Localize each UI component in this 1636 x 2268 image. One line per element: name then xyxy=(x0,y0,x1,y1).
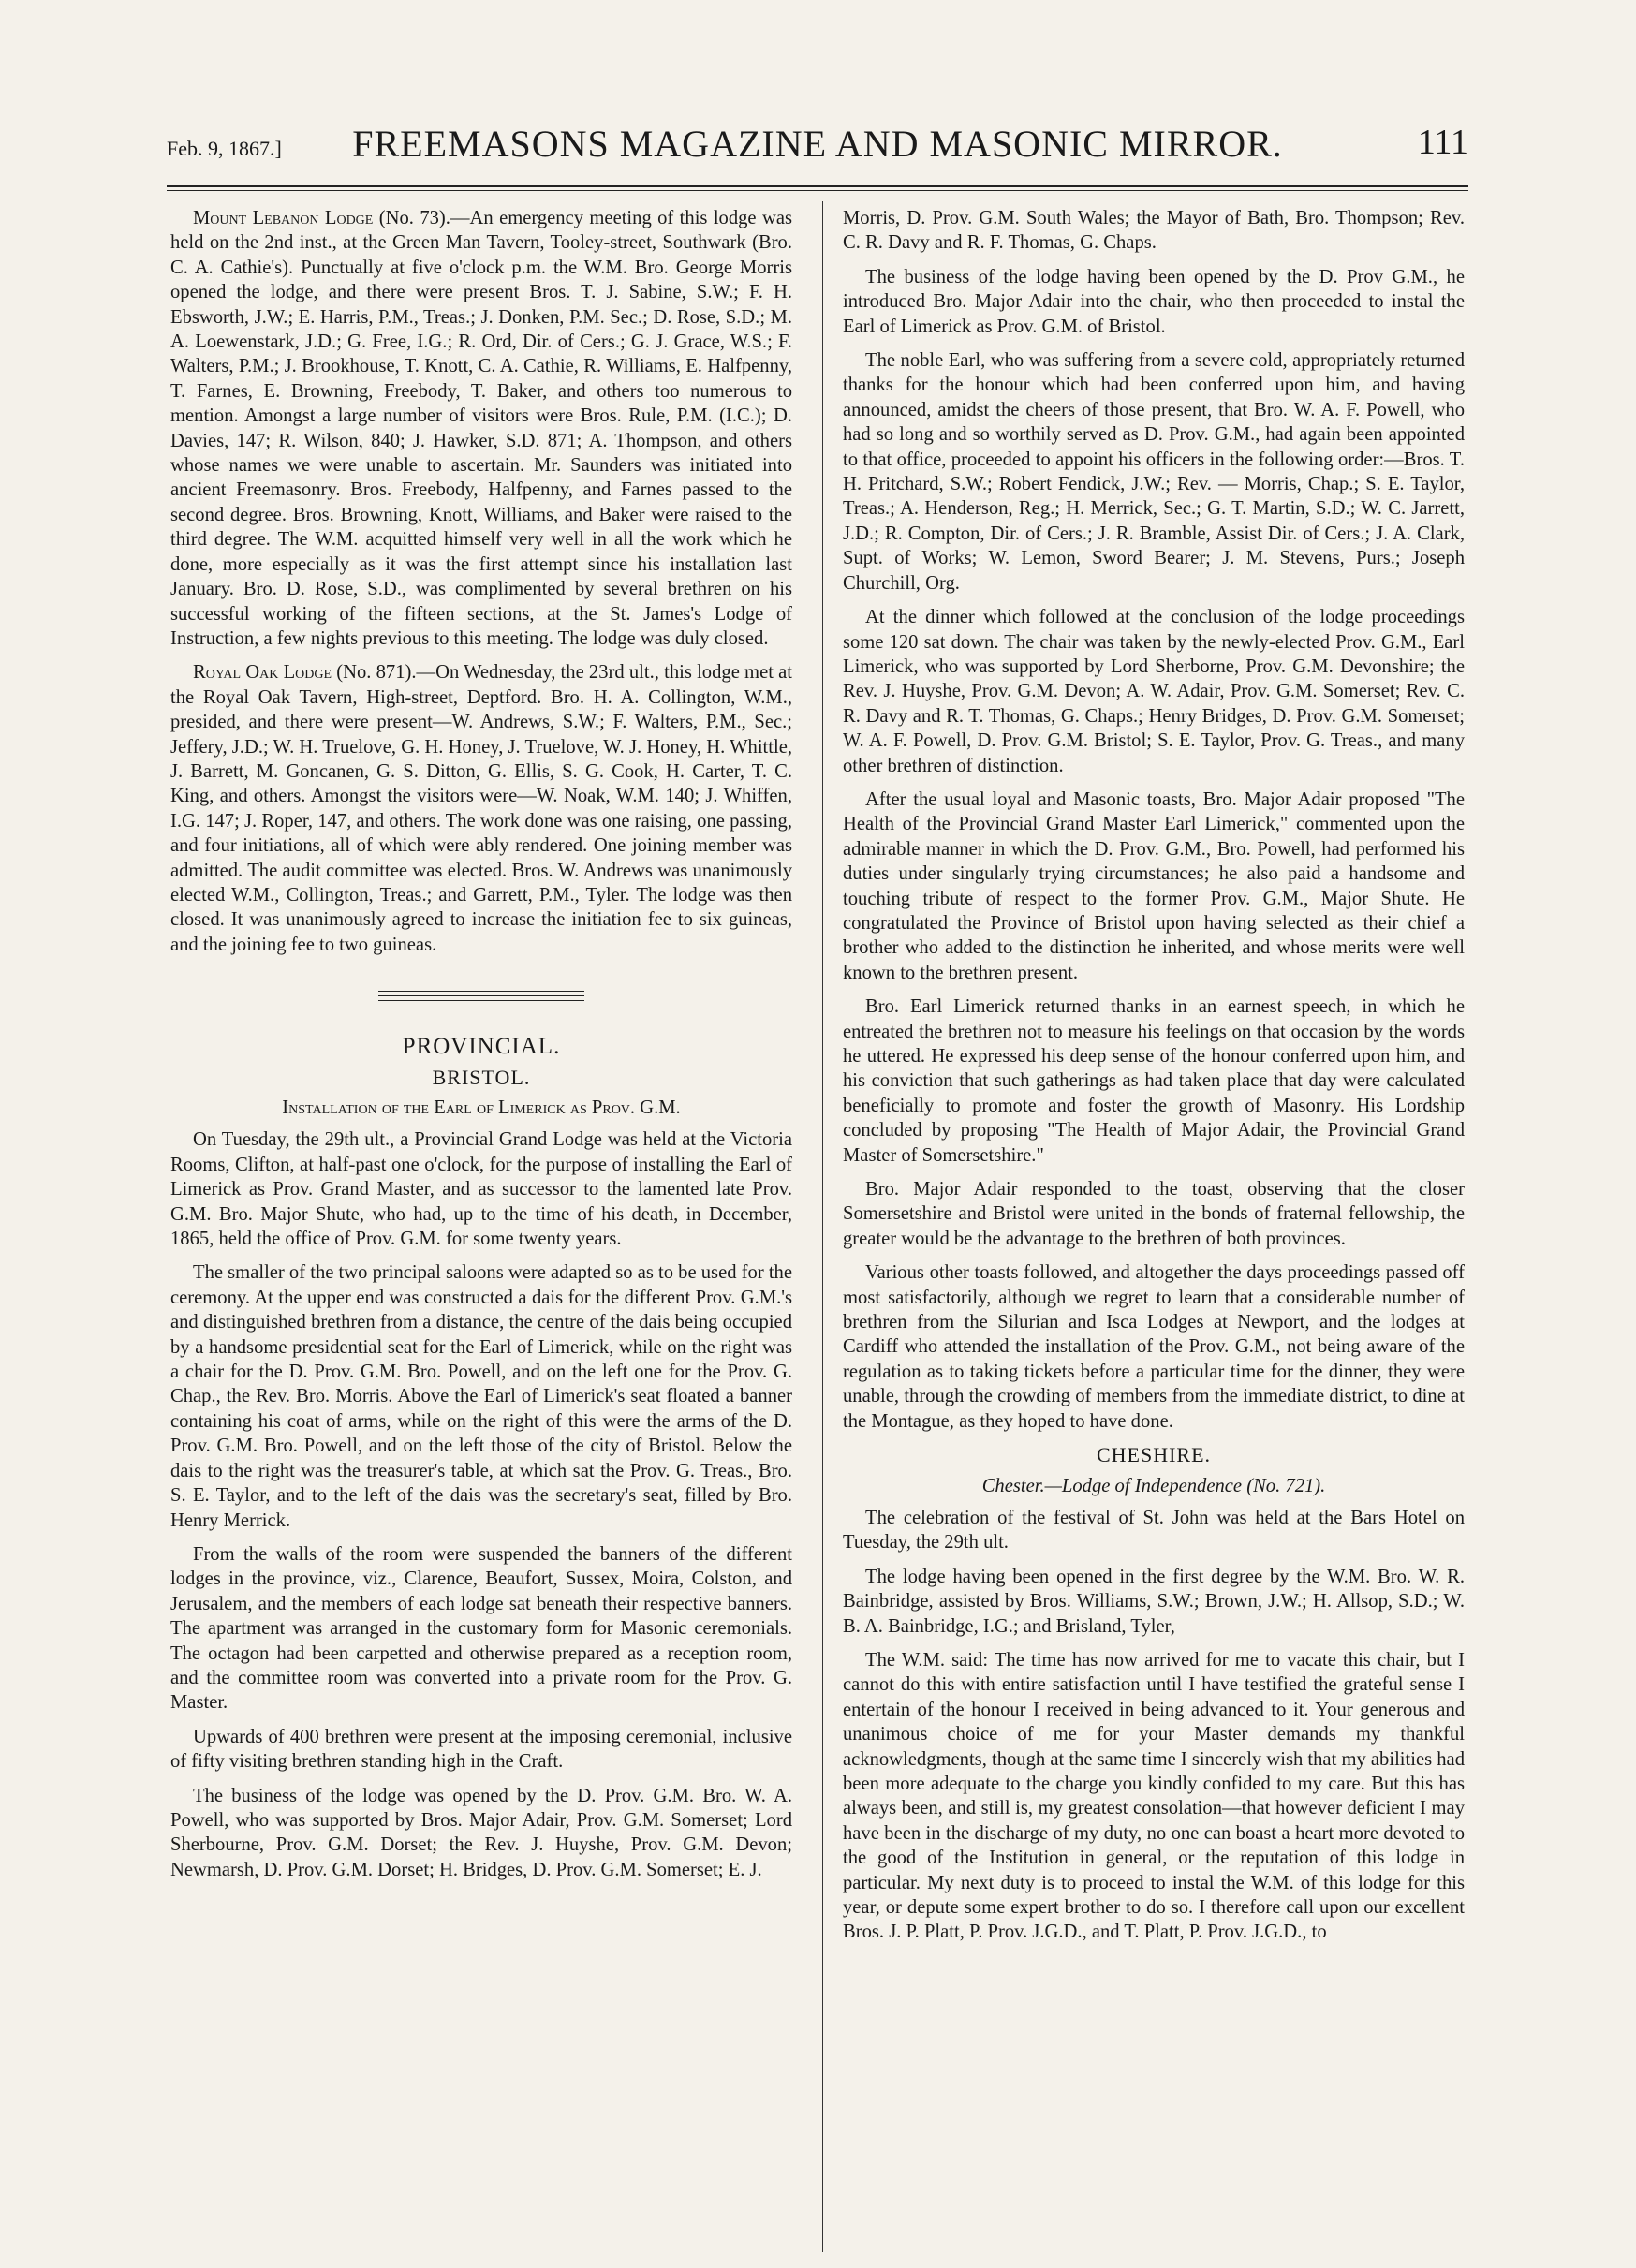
paragraph: From the walls of the room were suspended the banners of the different lodges in the province, viz., Clarence, Beaufort, Sussex, Moira, Colston, and Jerusalem, and the members of each lodge sat beneath their respective banners. The apartment was arranged in the customary form for Masonic ceremonials. The octagon had been carpetted and otherwise prepared as a reception room, and the committee room was converted into a private room for the Prov. G. Master. xyxy=(170,1543,792,1714)
sub-heading: BRISTOL. xyxy=(432,1065,531,1089)
page-number: 111 xyxy=(1417,123,1468,162)
header-rule-thin xyxy=(167,190,1468,191)
lodge-title: Royal Oak Lodge xyxy=(193,662,332,684)
section-heading: PROVINCIAL. xyxy=(402,1034,561,1060)
article-royal-oak xyxy=(170,660,792,957)
paragraph: Bro. Earl Limerick returned thanks in an earnest speech, in which he entreated the brethren not to measure his feelings on that occasion by the words he uttered. He expressed his deep sense of the honour conferred upon him, and his conviction that such gatherings as had taken place that day were calculated beneficially to promote and foster the growth of Masonry. His Lordship concluded by proposing "The Health of Major Adair, the Provincial Grand Master of Somersetshire." xyxy=(843,996,1465,1166)
lodge-title: Mount Lebanon Lodge xyxy=(193,208,374,228)
header-title: FREEMASONS MAGAZINE AND MASONIC MIRROR. xyxy=(352,123,1283,165)
paragraph: On Tuesday, the 29th ult., a Provincial Grand Lodge was held at the Victoria Rooms, Clifton, at half-past one o'clock, for the purpose of installing the Earl of Limerick as Prov. Grand Master, and as successor to the lamented late Prov. G.M. Bro. Major Shute, who had, up to the time of his death, in December, 1865, held the office of Prov. G.M. for some twenty years. xyxy=(170,1129,792,1250)
column-divider xyxy=(822,201,823,2252)
paragraph: The celebration of the festival of St. John was held at the Bars Hotel on Tuesday, the 29th ult. xyxy=(843,1507,1465,1554)
paragraph: The W.M. said: The time has now arrived for me to vacate this chair, but I cannot do this with entire satisfaction until I have testified the grateful sense I entertain of the honour I received in being advanced to it. Your generous and unanimous choice of me for your Master demands my thankful acknowledgments, though at the same time I sincerely wish that my abilities had been more adequate to the charge you kindly confided to my care. But this has always been, and still is, my greatest consolation—that however deficient I may have been in the discharge of my duty, no one can boast a heart more devoted to the good of the Institution in general, or the reputation of this lodge in particular. My next duty is to proceed to instal the W.M. of this lodge for this year, or depute some expert brother to do so. I therefore call upon our excellent Bros. J. P. Platt, P. Prov. J.G.D., and T. Platt, P. Prov. J.G.D., to xyxy=(843,1649,1465,1943)
paragraph: The business of the lodge was opened by the D. Prov. G.M. Bro. W. A. Powell, who was supported by Bros. Major Adair, Prov. G.M. Somerset; Lord Sherbourne, Prov. G.M. Dorset; the Rev. J. Huyshe, Prov. G.M. Devon; Newmarsh, D. Prov. G.M. Dorset; H. Bridges, D. Prov. G.M. Somerset; E. J. xyxy=(170,1785,792,1880)
paragraph: The lodge having been opened in the first degree by the W.M. Bro. W. R. Bainbridge, assisted by Bros. Williams, S.W.; Brown, J.W.; H. Allsop, S.D.; W. B. A. Bainbridge, I.G.; and Brisland, Tyler, xyxy=(843,1566,1465,1637)
paragraph: The noble Earl, who was suffering from a severe cold, appropriately returned thanks for the honour which had been conferred upon him, and having announced, amidst the cheers of those present, that Bro. W. A. F. Powell, who had so long and so worthily served as D. Prov. G.M., had again been appointed to that office, proceeded to appoint his officers in the following order:—Bros. T. H. Pritchard, S.W.; Robert Fendick, J.W.; Rev. — Morris, Chap.; S. E. Taylor, Treas.; A. Henderson, Reg.; H. Merrick, Sec.; G. T. Martin, S.D.; W. C. Jarrett, J.D.; R. Compton, Dir. of Cers.; J. R. Bramble, Assist Dir. of Cers.; J. A. Clark, Supt. of Works; W. Lemon, Sword Bearer; J. M. Stevens, Purs.; Joseph Churchill, Org. xyxy=(843,350,1465,594)
paragraph: (No. 73).—An emergency meeting of this lodge was held on the 2nd inst., at the Green Man Tavern, Tooley-street, Southwark (Bro. C. A. Cathie's). Punctually at five o'clock p.m. the W.M. Bro. George Morris opened the lodge, and there were present Bros. T. J. Sabine, S.W.; F. H. Ebsworth, J.W.; E. Harris, P.M., Treas.; J. Donken, P.M. Sec.; D. Rose, S.D.; M. A. Loewenstark, J.D.; G. Free, I.G.; R. Ord, Dir. of Cers.; G. J. Grace, W.S.; F. Walters, P.M.; J. Brookhouse, T. Knott, C. A. Cathie, R. Williams, E. Halfpenny, T. Farnes, E. Browning, Freebody, T. Baker, and others too numerous to mention. Amongst a large number of visitors were Bros. Rule, P.M. (I.C.); D. Davies, 147; R. Wilson, 840; J. Hawker, S.D. 871; A. Thompson, and others whose names we were unable to ascertain. Mr. Saunders was initiated into ancient Freemasonry. Bros. Freebody, Halfpenny, and Farnes passed to the second degree. Bros. Browning, Knott, Williams, and Baker were raised to the third degree. The W.M. acquitted himself very well in all the work which he done, more especially as it was the first attempt since his installation last January. Bro. D. Rose, S.D., was complimented by several brethren on his successful working of the fifteen sections, at the St. James's Lodge of Instruction, a few nights previous to this meeting. The lodge was duly closed. xyxy=(170,208,792,649)
header-rule xyxy=(167,185,1468,187)
header-date: Feb. 9, 1867.] xyxy=(167,137,282,160)
article-mount-lebanon xyxy=(170,206,792,651)
paragraph: Morris, D. Prov. G.M. South Wales; the Mayor of Bath, Bro. Thompson; Rev. C. R. Davy and R. F. Thomas, G. Chaps. xyxy=(843,208,1465,254)
paragraph: Upwards of 400 brethren were present at the imposing ceremonial, inclusive of fifty visiting brethren standing high in the Craft. xyxy=(170,1726,792,1773)
page-header xyxy=(167,112,1468,169)
paragraph: (No. 871).—On Wednesday, the 23rd ult., this lodge met at the Royal Oak Tavern, High-street, Deptford. Bro. H. A. Collington, W.M., presided, and there were present—W. Andrews, S.W.; F. Walters, P.M., Sec.; Jeffery, J.D.; W. H. Truelove, G. H. Honey, J. Truelove, W. J. Honey, H. Whittle, J. Barrett, M. Goncanen, G. S. Ditton, G. Ellis, S. G. Cook, H. Carter, T. C. King, and others. Amongst the visitors were—W. Noak, W.M. 140; J. Whiffen, I.G. 147; J. Roper, 147, and others. The work done was one raising, one passing, and four initiations, all of which were ably rendered. One joining member was admitted. The audit committee was elected. Bros. W. Andrews was unanimously elected W.M., Collington, Treas.; and Garrett, P.M., Tyler. The lodge was then closed. It was unanimously agreed to increase the initiation fee to six guineas, and the joining fee to two guineas. xyxy=(170,662,792,955)
section-separator xyxy=(378,991,584,1001)
paragraph: At the dinner which followed at the conclusion of the lodge proceedings some 120 sat down. The chair was taken by the newly-elected Prov. G.M., Earl Limerick, who was supported by Lord Sherborne, Prov. G.M. Devonshire; the Rev. J. Huyshe, Prov. G.M. Devon; A. W. Adair, Prov. G.M. Somerset; Rev. C. R. Davy and R. T. Thomas, G. Chaps.; Henry Bridges, D. Prov. G.M. Somerset; W. A. F. Powell, D. Prov. G.M. Bristol; S. E. Taylor, Prov. G. Treas., and many other brethren of distinction. xyxy=(843,607,1465,776)
paragraph: The business of the lodge having been opened by the D. Prov G.M., he introduced Bro. Major Adair into the chair, who then proceeded to instal the Earl of Limerick as Prov. G.M. of Bristol. xyxy=(843,266,1465,337)
sub-heading: CHESHIRE. xyxy=(1096,1443,1212,1467)
paragraph: The smaller of the two principal saloons were adapted so as to be used for the ceremony. At the upper end was constructed a dais for the different Prov. G.M.'s and distinguished brethren from a distance, the centre of the dais being occupied by a handsome presidential seat for the Earl of Limerick, while on the right was a chair for the D. Prov. G.M. Bro. Powell, and on the left one for the Prov. G. Chap., the Rev. Bro. Morris. Above the Earl of Limerick's seat floated a banner containing his coat of arms, while on the right of this were the arms of the D. Prov. G.M. Bro. Powell, and on the left those of the city of Bristol. Below the dais to the right was the treasurer's table, at which sat the Prov. G. Treas., Bro. S. E. Taylor, and to the left of the dais was the secretary's seat, filled by Bro. Henry Merrick. xyxy=(170,1262,792,1531)
paragraph: Various other toasts followed, and altogether the days proceedings passed off most satisfactorily, although we regret to learn that a considerable number of brethren from the Silurian and Isca Lodges at Newport, and the lodges at Cardiff who attended the installation of the Prov. G.M., not being aware of the regulation as to taking tickets before a particular time for the dinner, they were unable, through the crowding of members from the immediate district, to dine at the Montague, as they hoped to have done. xyxy=(843,1262,1465,1432)
left-column xyxy=(170,206,792,1892)
lead-line: Installation of the Earl of Limerick as Prov. G.M. xyxy=(282,1097,681,1118)
right-column xyxy=(843,206,1465,1954)
paragraph: Bro. Major Adair responded to the toast, observing that the closer Somersetshire and Bristol were united in the bonds of fraternal fellowship, the greater would be the advantage to the brethren of both provinces. xyxy=(843,1179,1465,1249)
paragraph: After the usual loyal and Masonic toasts, Bro. Major Adair proposed "The Health of the Provincial Grand Master Earl Limerick," commented upon the admirable manner in which the D. Prov. G.M., Bro. Powell, had performed his duties under singularly trying circumstances; he also paid a handsome and touching tribute of respect to the former Prov. G.M., Major Shute. He congratulated the Province of Bristol upon having selected as their chief a brother who added to the distinction he inherited, and whose merits were well known to the brethren present. xyxy=(843,788,1465,983)
lead-line: Chester.—Lodge of Independence (No. 721). xyxy=(981,1475,1326,1496)
